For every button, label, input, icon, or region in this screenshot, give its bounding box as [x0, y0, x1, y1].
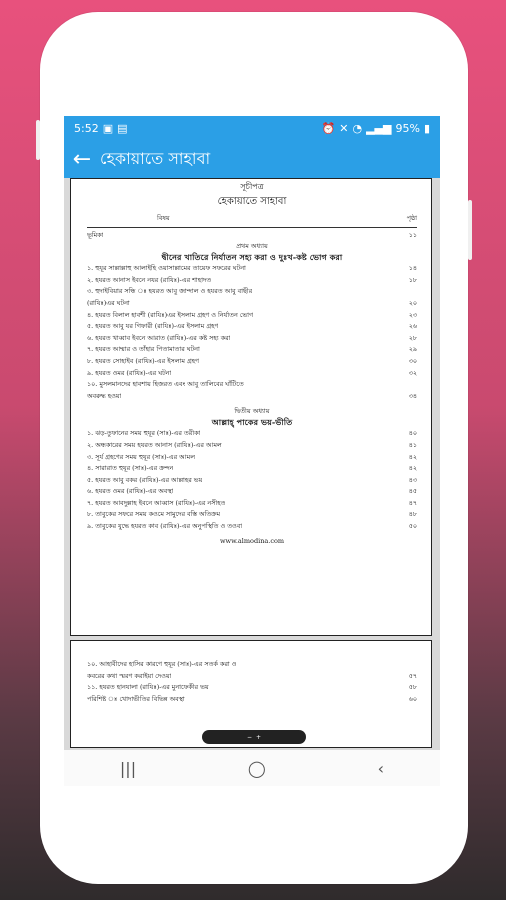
toc-row [87, 275, 417, 287]
app-bar [64, 140, 440, 178]
navigation-bar [64, 750, 440, 786]
chapter-items [87, 263, 417, 402]
home-button[interactable]: ◯ [247, 758, 266, 778]
chapter-title: দ্বীনের খাতিরে নির্যাতন সহ্য করা ও দুঃখ-কষ্ট ভোগ করা [161, 252, 343, 263]
toc-label: ৫. হযরত আবু বকর (রাযিঃ)-এর আল্লাহর ভয় [87, 475, 203, 484]
toc-page: ৪৮ [408, 510, 417, 519]
toc-page: ৪৩ [408, 475, 417, 484]
column-page: পৃষ্ঠা [406, 214, 417, 222]
toc-row [87, 428, 417, 440]
toc-label: ১. হুযূর সাল্লাল্লাহু আলাইহি ওয়াসাল্লামের তায়েফ সফরের ঘটনা [87, 264, 246, 273]
toc-row [87, 452, 417, 464]
toc-row [87, 263, 417, 275]
toc-page: ৪২ [408, 464, 417, 473]
toc-page [401, 659, 417, 671]
battery-level: 95% [395, 121, 420, 135]
toc-row [87, 521, 417, 533]
toc-label: ৭. হযরত আম্মার ও তাঁহার পিতামাতার ঘটনা [87, 345, 200, 354]
power-button [36, 120, 40, 160]
toc-label: ১. ঝড়-তুফানের সময় হুযূর (সাঃ)-এর তরীকা [87, 429, 201, 438]
toc-label: (রাযিঃ)এর ঘটনা [87, 298, 130, 307]
chapter-label: দ্বিতীয় অধ্যায় [234, 407, 270, 416]
toc-page: ৫০ [408, 522, 417, 531]
message-icon: ▤ [117, 121, 128, 135]
toc-page: ৪৭ [408, 498, 417, 507]
toc-row [87, 440, 417, 452]
app-title: হেকায়াতে সাহাবা [100, 148, 211, 168]
chapter-title: আল্লাহ্‌ পাকের ভয়-ভীতি [211, 417, 293, 428]
toc-page: ১৮ [408, 275, 417, 284]
toc-page: ৪০ [408, 429, 417, 438]
toc-row [87, 379, 417, 391]
toc-page: ২৬ [408, 322, 417, 331]
zoom-in-icon[interactable]: + [256, 733, 262, 741]
toc-page [401, 286, 417, 298]
chapter-items [87, 428, 417, 532]
toc-page: ২০ [408, 298, 417, 307]
toc-page: ৪২ [408, 452, 417, 461]
status-bar [64, 116, 440, 140]
back-arrow-icon[interactable]: ← [72, 146, 92, 172]
toc-label: ১০. আহাবীদের হাসির কারণে হুযূর (সাঃ)-এর সতর্ক করা ও [87, 660, 237, 668]
column-subject: বিষয় [157, 214, 170, 222]
toc-page: ৩২ [408, 368, 417, 377]
battery-icon: ▮ [423, 121, 430, 135]
toc-row [87, 321, 417, 333]
image-icon: ▣ [102, 121, 114, 135]
toc-row [87, 230, 417, 242]
toc-page: ৫৮ [408, 683, 417, 692]
toc-label: অবরুদ্ধ হওয়া [87, 391, 122, 400]
toc-label: ৭. হযরত আবদুল্লাহ ইবনে আব্বাস (রাযিঃ)-এর নসীহত [87, 498, 226, 507]
toc-page: ১১ [408, 230, 417, 239]
toc-page: ৩৪ [408, 391, 417, 400]
toc-row [87, 333, 417, 345]
website-url: www.almodina.com [219, 536, 285, 545]
toc-page [401, 379, 417, 391]
toc-label: ১১. হযরত হানযালা (রাযিঃ)-এর মুনাফেকীর ভয় [87, 683, 209, 692]
toc-label: পরিশিষ্ট ঃ খোদাভীতির বিভিন্ন অবস্থা [87, 694, 185, 703]
doc-header: সূচীপত্র [240, 182, 264, 191]
toc-row [87, 298, 417, 310]
toc-row [87, 286, 417, 298]
toc-label: ৫. হযরত আবু যর গিফারী (রাযিঃ)-এর ইসলাম গ্রহণ [87, 322, 219, 331]
toc-page: ২৯ [408, 345, 417, 354]
toc-label: ৪. সারারাত হুযূর (সাঃ)-এর ক্রন্দন [87, 464, 174, 473]
toc-page: ২৮ [408, 333, 417, 342]
toc-row [87, 498, 417, 510]
volume-button [468, 200, 472, 260]
toc-label: ২. হযরত আনাস ইবনে নযর (রাযিঃ)-এর শাহাদত [87, 275, 212, 284]
toc-row [87, 356, 417, 368]
toc-row [87, 368, 417, 380]
doc-book-title: হেকায়াতে সাহাবা [217, 196, 287, 207]
alarm-icon: ⏰ [321, 121, 336, 135]
toc-label: ৯. তাবুকের যুদ্ধে হযরত কাব (রাযিঃ)-এর অনুপস্থিতি ও তওবা [87, 522, 243, 531]
toc-label: ভূমিকা [87, 230, 104, 239]
toc-row [87, 486, 417, 498]
toc-row [87, 682, 417, 694]
toc-row [87, 391, 417, 403]
page-indicator [202, 730, 306, 744]
toc-row [87, 694, 417, 706]
wifi-icon: ◔ [352, 121, 363, 135]
toc-label: ৮. হযরত সোহাইব (রাযিঃ)-এর ইসলাম গ্রহণ [87, 356, 199, 365]
toc-label: ৮. তাবুকের সফরে সময় কওমে সামুদের বস্তি অতিক্রম [87, 510, 221, 519]
toc-label: কবরের কথা স্মরণ করাইয়া দেওয়া [87, 671, 172, 680]
toc-row [87, 344, 417, 356]
divider [87, 227, 417, 228]
mute-icon: ✕ [339, 121, 349, 135]
toc-page: ৩০ [408, 356, 417, 365]
toc-label: ৩. সূর্য গ্রহণের সময় হুযূর (সাঃ)-এর আমল [87, 452, 195, 461]
toc-row [87, 475, 417, 487]
toc-row [87, 463, 417, 475]
toc-page: ১৪ [408, 264, 417, 273]
toc-page: ৬০ [408, 694, 417, 703]
page-items [87, 659, 417, 705]
chapter-label: প্রথম অধ্যায় [236, 242, 268, 251]
status-time: 5:52 [74, 121, 99, 135]
toc-row [87, 310, 417, 322]
toc-page: ৪৫ [408, 487, 417, 496]
back-button[interactable]: ‹ [377, 758, 385, 778]
document-page [70, 178, 432, 636]
toc-page: ৫৭ [408, 671, 417, 680]
recents-button[interactable]: ||| [119, 758, 137, 778]
toc-label: ৬. হযরত খাব্বাব ইবনে আরাত (রাযিঃ)-এর কষ্ট সহ্য করা [87, 333, 231, 342]
device-screen [64, 116, 440, 786]
toc-label: ২. অন্ধকারের সময় হযরত আনাস (রাযিঃ)-এর আমল [87, 440, 222, 449]
signal-icon: ▂▄▆ [366, 121, 392, 135]
zoom-out-icon[interactable]: − [246, 733, 252, 741]
toc-row [87, 509, 417, 521]
toc-label: ৬. হযরত ওমর (রাযিঃ)-এর অবস্থা [87, 487, 174, 496]
toc-page: ২৩ [408, 310, 417, 319]
toc-page: ৪১ [408, 440, 417, 449]
toc-label: ৯. হযরত ওমর (রাযিঃ)-এর ঘটনা [87, 368, 172, 377]
toc-label: ৩. হুদাইবিয়ার সন্ধি ঃ হযরত আবু জান্দাল ও হযরত আবু বাছীর [87, 287, 253, 296]
toc-label: ৪. হযরত বিলাল হাবশী (রাযিঃ)এর ইসলাম গ্রহণ ও নির্যাতন ভোগ [87, 310, 254, 319]
toc-label: ১০. মুসলমানদের হাবশায় হিজরত এবং আবু তালিবের ঘাঁটিতে [87, 380, 244, 389]
toc-row [87, 659, 417, 671]
toc-row [87, 671, 417, 683]
pdf-viewer[interactable] [64, 178, 440, 750]
